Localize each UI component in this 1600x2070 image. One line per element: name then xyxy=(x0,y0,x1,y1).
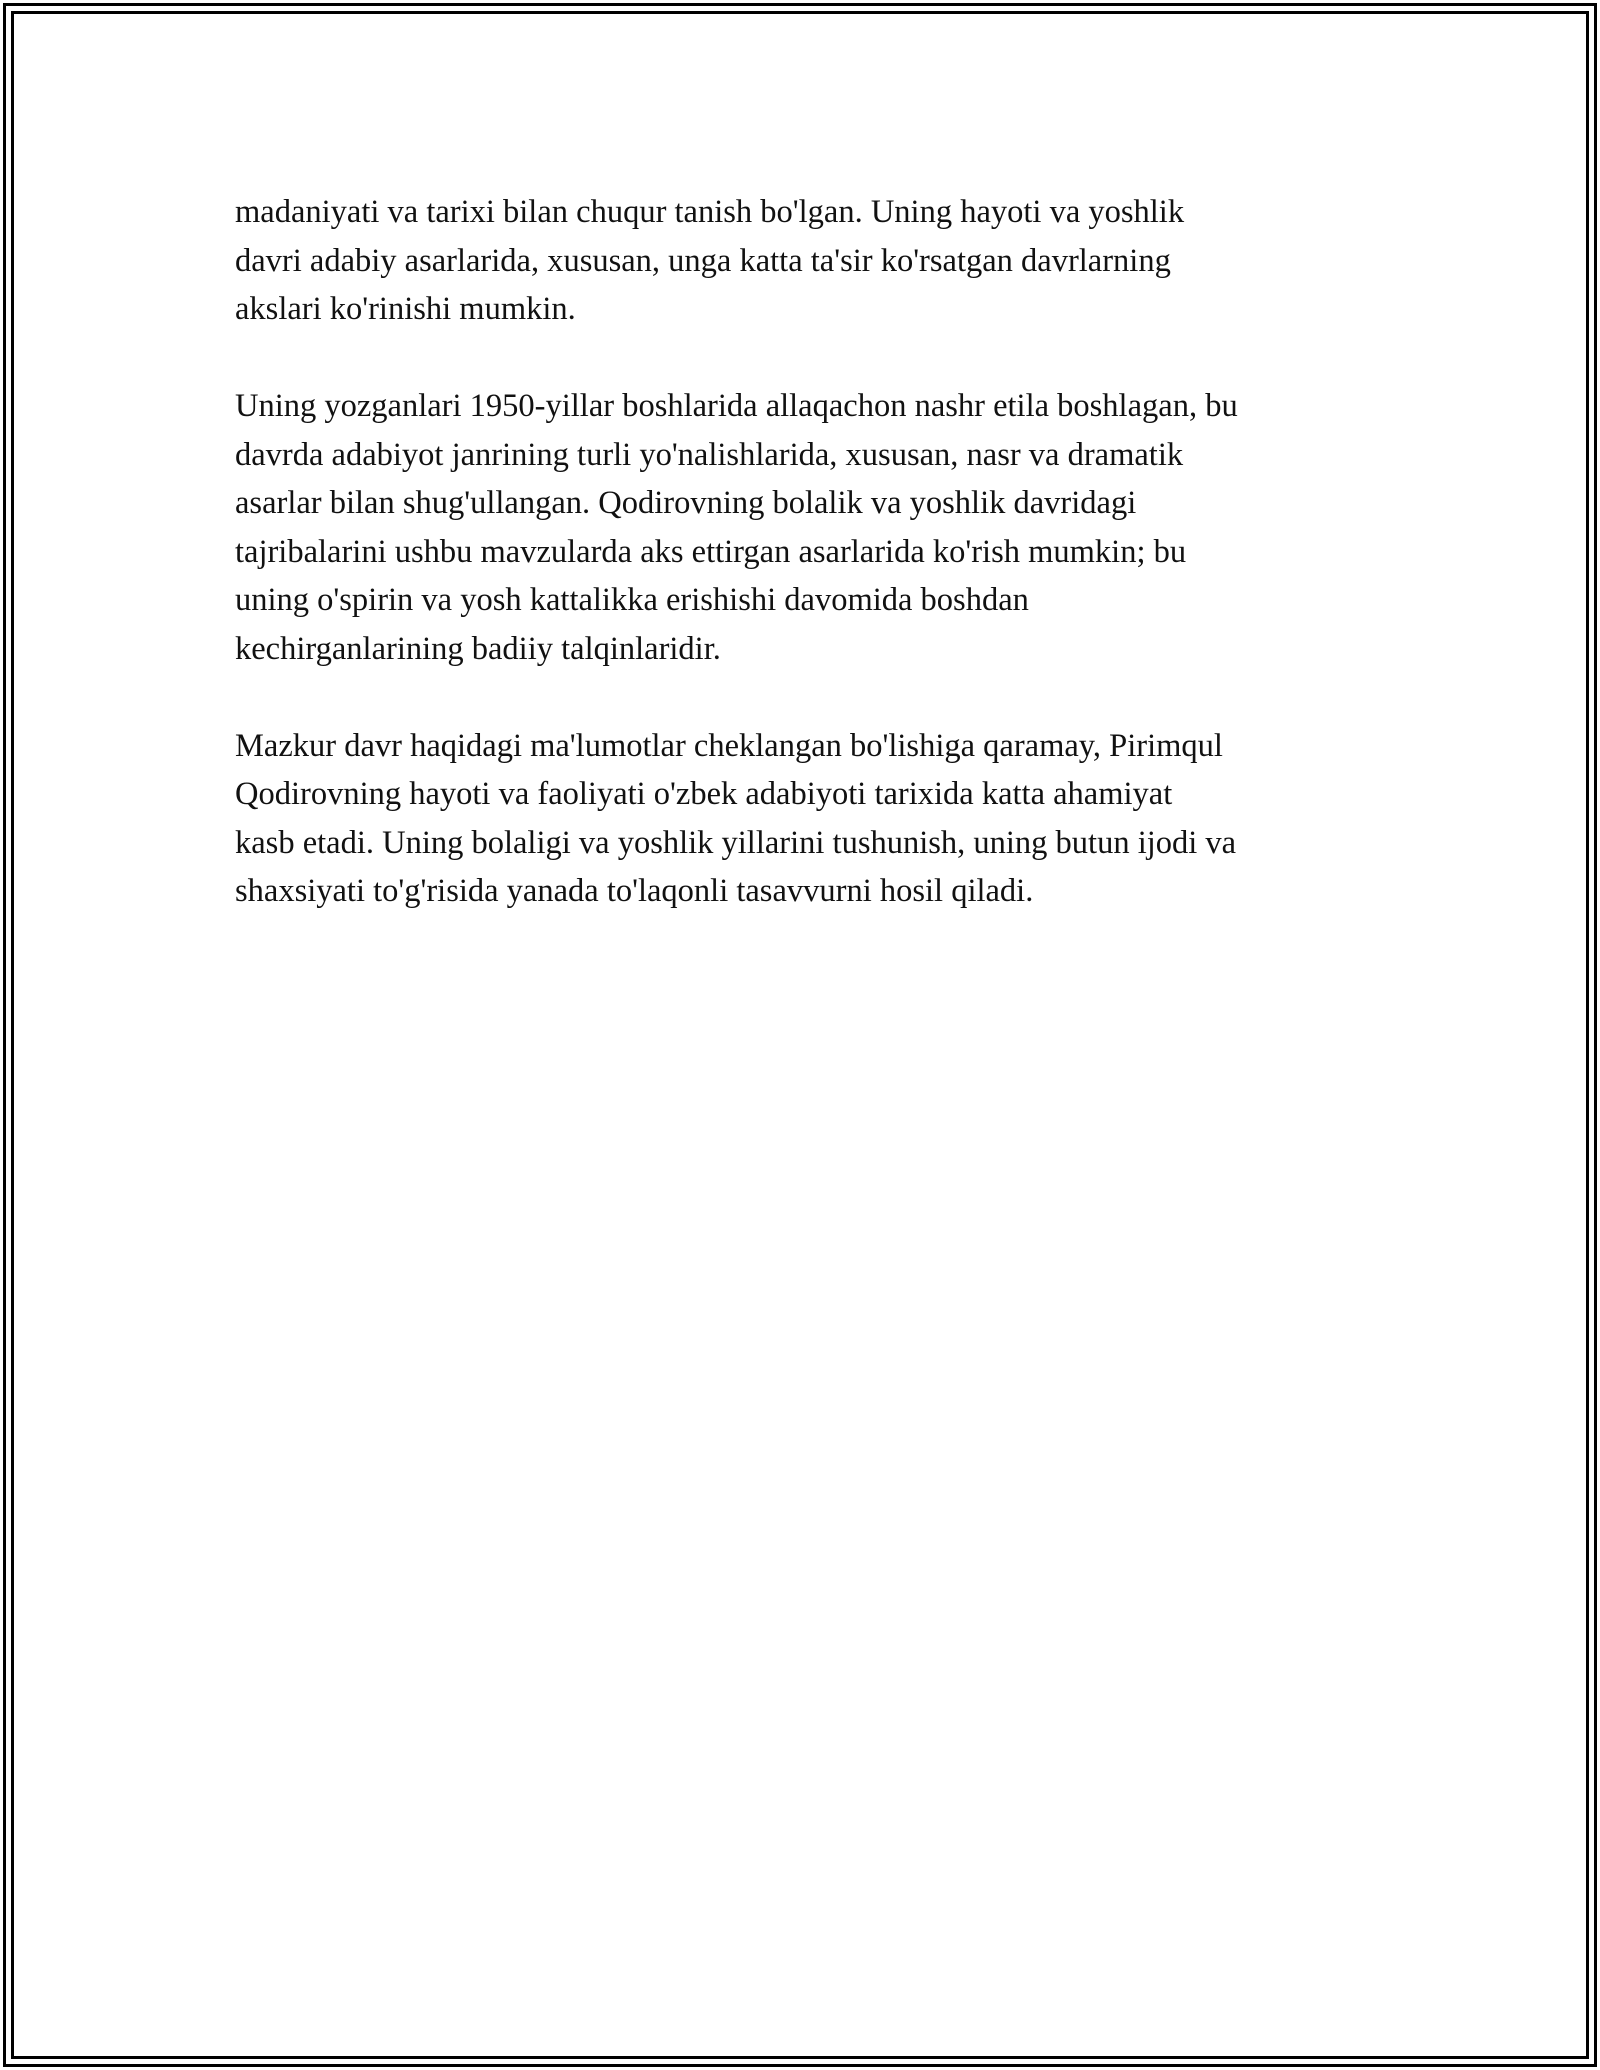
text-line: tajribalarini ushbu mavzularda aks ettirgan asarlarida ko'rish mumkin; bu xyxy=(235,533,1187,570)
text-line: kechirganlarining badiiy talqinlaridir. xyxy=(235,630,721,667)
text-line: asarlar bilan shug'ullangan. Qodirovning bolalik va yoshlik davridagi xyxy=(235,485,1137,521)
text-line: kasb etadi. Uning bolaligi va yoshlik yillarini tushunish, uning butun ijodi va xyxy=(235,824,1237,861)
paragraph-2 xyxy=(235,382,1375,673)
text-line: Mazkur davr haqidagi ma'lumotlar cheklangan bo'lishiga qaramay, Pirimqul xyxy=(235,727,1223,764)
text-line: davrda adabiyot janrining turli yo'nalishlarida, xususan, nasr va dramatik xyxy=(235,436,1184,473)
text-line: madaniyati va tarixi bilan chuqur tanish bo'lgan. Uning hayoti va yoshlik xyxy=(235,194,1185,230)
text-line: Qodirovning hayoti va faoliyati o'zbek adabiyoti tarixida katta ahamiyat xyxy=(235,776,1173,812)
text-line: Uning yozganlari 1950-yillar boshlarida allaqachon nashr etila boshlagan, bu xyxy=(235,388,1238,424)
paragraph-3 xyxy=(235,722,1375,916)
text-line: akslari ko'rinishi mumkin. xyxy=(235,291,576,327)
text-line: davri adabiy asarlarida, xususan, unga katta ta'sir ko'rsatgan davrlarning xyxy=(235,242,1171,279)
paragraph-1 xyxy=(235,188,1375,334)
text-line: uning o'spirin va yosh kattalikka erishishi davomida boshdan xyxy=(235,582,1029,618)
text-line: shaxsiyati to'g'risida yanada to'laqonli tasavvurni hosil qiladi. xyxy=(235,873,1034,909)
document-body xyxy=(235,188,1375,964)
